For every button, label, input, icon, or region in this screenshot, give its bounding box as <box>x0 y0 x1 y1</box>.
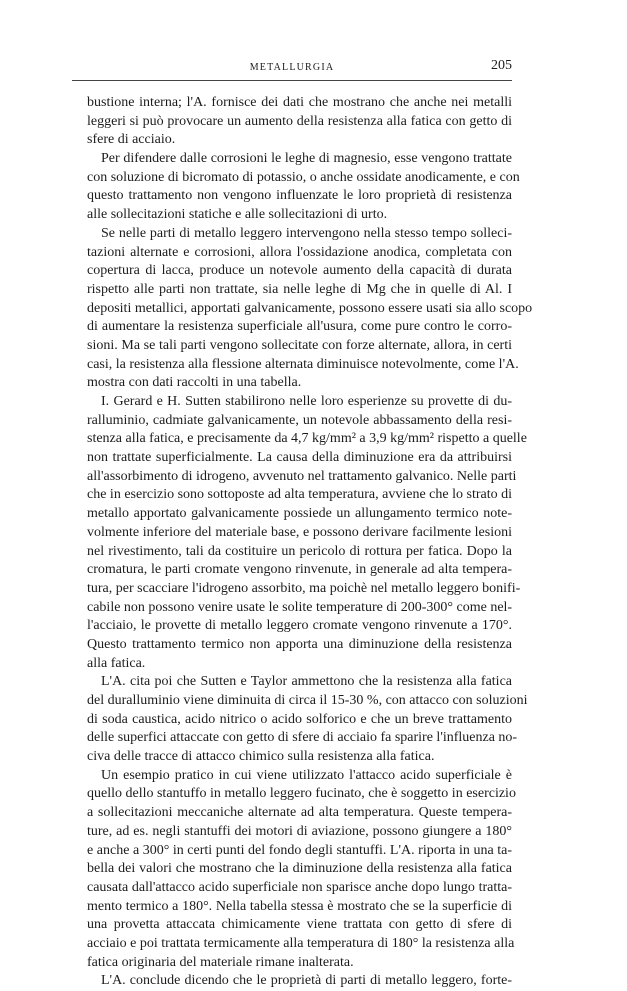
text-line: a sollecitazioni meccaniche alternate ad alta temperatura. Queste tempera- <box>87 805 512 821</box>
header-rule <box>72 80 512 81</box>
paragraph <box>87 767 516 973</box>
text-line: cromatura, le parti cromate vengono rinvenute, in generale ad alta tempera- <box>87 562 512 578</box>
text-line: tura, per scacciare l'idrogeno assorbito, ma poichè nel metallo leggero bonifi- <box>87 580 521 596</box>
text-line: alle sollecitazioni statiche e alle sollecitazioni di urto. <box>87 207 388 223</box>
text-line: Un esempio pratico in cui viene utilizzato l'attacco acido superficiale è <box>101 767 512 783</box>
paragraph <box>87 972 512 991</box>
running-header <box>72 58 512 78</box>
text-line: delle superfici attaccate con getto di sfere di acciaio fa sparire l'influenza no- <box>87 730 518 746</box>
text-line: copertura di lacca, produce un notevole aumento della capacità di durata <box>87 263 512 279</box>
text-line: mento termico a 180°. Nella tabella stessa è mostrato che se la superficie di <box>87 898 512 914</box>
text-line: ture, ad es. negli stantuffi dei motori di aviazione, possono giungere a 180° <box>87 823 512 839</box>
text-line: l'acciaio, le provette di metallo leggero cromate vengono rinvenute a 170°. <box>87 618 512 634</box>
text-line: leggeri si può provocare un aumento della resistenza alla fatica con getto di <box>87 113 512 129</box>
running-title: METALLURGIA <box>249 62 335 73</box>
text-line: ralluminio, cadmiate galvanicamente, un notevole abbassamento della resi- <box>87 412 512 428</box>
text-line: quello dello stantuffo in metallo leggero fucinato, che è soggetto in esercizio <box>87 786 516 802</box>
text-line: alla fatica. <box>87 655 146 671</box>
text-line: questo trattamento non vengono influenzate le loro proprietà di resistenza <box>87 188 512 204</box>
text-line: casi, la resistenza alla flessione alternata diminuisce notevolmente, come l'A. <box>87 356 519 372</box>
text-line: e anche a 300° in certi punti del fondo degli stantuffi. L'A. riporta in una ta- <box>87 842 512 858</box>
text-line: mostra con dati raccolti in una tabella. <box>87 375 302 391</box>
text-line: civa delle tracce di attacco chimico sulla resistenza alla fatica. <box>87 749 435 765</box>
text-line: L'A. cita poi che Sutten e Taylor ammettono che la resistenza alla fatica <box>101 674 512 690</box>
text-line: sfere di acciaio. <box>87 132 176 148</box>
text-line: Se nelle parti di metallo leggero intervengono nella stesso tempo solleci- <box>101 225 512 241</box>
body-text <box>87 94 533 991</box>
text-line: volmente inferiore del materiale base, e possono derivare facilmente lesioni <box>87 524 512 540</box>
text-line: nel rivestimento, tali da costituire un pericolo di rottura per fatica. Dopo la <box>87 543 512 559</box>
text-line: bella dei valori che mostrano che la diminuzione della resistenza alla fatica <box>87 861 512 877</box>
text-line: di aumentare la resistenza superficiale all'usura, come pure contro le corro- <box>87 319 512 335</box>
text-line: del duralluminio viene diminuita di circa il 15-30 %, con attacco con soluzioni <box>87 693 528 708</box>
text-line: fatica originaria del materiale rimane inalterata. <box>87 954 354 970</box>
text-line: causata dall'attacco acido superficiale non sparisce anche dopo lungo tratta- <box>87 879 512 895</box>
text-line: con soluzione di bicromato di potassio, o anche ossidate anodicamente, e con <box>87 169 520 185</box>
text-line: acciaio e poi trattata termicamente alla temperatura di 180° la resistenza alla <box>87 935 515 951</box>
text-line: che in esercizio sono sottoposte ad alta temperatura, avviene che lo strato di <box>87 487 512 503</box>
text-line: rispetto alle parti non trattate, sia nelle leghe di Mg che in quelle di Al. I <box>87 281 512 297</box>
text-line: all'assorbimento di idrogeno, avvenuto nel trattamento galvanico. Nelle parti <box>87 468 517 484</box>
paragraph <box>87 673 528 766</box>
text-line: bustione interna; l'A. fornisce dei dati che mostrano che anche nei metalli <box>87 95 512 110</box>
text-line: di soda caustica, acido nitrico o acido solforico e che un breve trattamento <box>87 711 512 727</box>
paragraph <box>87 225 533 393</box>
paragraph <box>87 393 527 673</box>
text-line: depositi metallici, apportati galvanicamente, possono essere usati sia allo scopo <box>87 300 533 316</box>
text-line: metallo apportato galvanicamente possiede un allungamento termico note- <box>87 506 512 522</box>
text-line: non trattate superficialmente. La causa della diminuzione era da attribuirsi <box>87 450 512 466</box>
text-line: tazioni alternate e corrosioni, allora l'ossidazione anodica, completata con <box>87 244 512 260</box>
text-line: una provetta attaccata chimicamente viene trattata con getto di sfere di <box>87 917 512 933</box>
text-line: stenza alla fatica, e precisamente da 4,7 kg/mm² a 3,9 kg/mm² rispetto a quelle <box>87 431 527 447</box>
paragraph <box>87 94 512 150</box>
page-number: 205 <box>491 58 512 73</box>
text-line: L'A. conclude dicendo che le proprietà di parti di metallo leggero, forte- <box>101 973 512 989</box>
text-line: I. Gerard e H. Sutten stabilirono nelle loro esperienze su provette di du- <box>101 394 512 409</box>
text-line: Per difendere dalle corrosioni le leghe di magnesio, esse vengono trattate <box>101 151 512 167</box>
text-line: sioni. Ma se tali parti vengono sollecitate con forze alternate, allora, in certi <box>87 337 512 353</box>
paragraph <box>87 150 520 225</box>
text-line: Questo trattamento termico non apporta una diminuzione della resistenza <box>87 636 512 652</box>
text-line: cabile non possono venire usate le solite temperature di 200-300° come nel- <box>87 599 513 615</box>
